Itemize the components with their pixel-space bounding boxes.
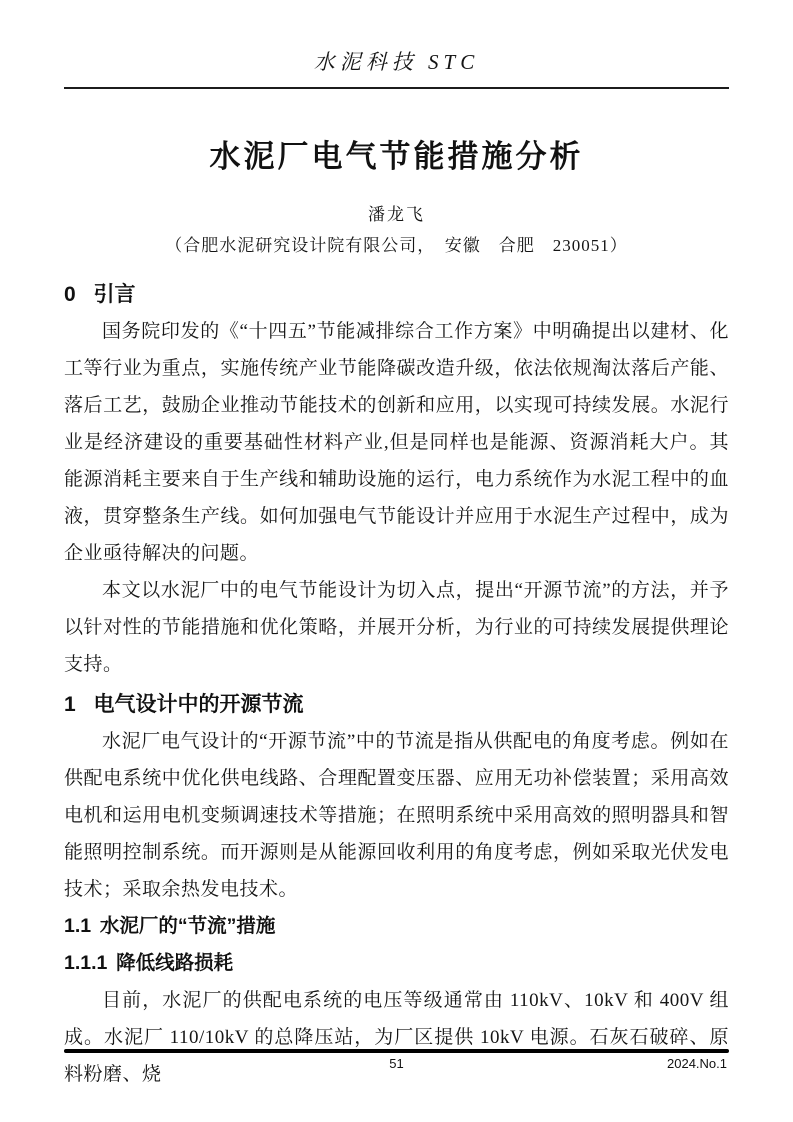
section-title: 电气设计中的开源节流 — [93, 693, 304, 716]
paragraph: 目前，水泥厂的供配电系统的电压等级通常由 110kV、10kV 和 400V 组成。水泥厂 110/10kV 的总降压站，为厂区提供 10kV 电源。石灰石破碎、原料粉磨、烧 — [64, 990, 729, 1085]
article-body — [64, 276, 729, 1093]
section-heading-introduction — [64, 276, 729, 313]
paragraph: 水泥厂电气设计的“开源节流”中的节流是指从供配电的角度考虑。例如在供配电系统中优化供电线路、合理配置变压器、应用无功补偿装置；采用高效电机和运用电机变频调速技术等措施；在照明系统中采用高效的照明器具和智能照明控制系统。而开源则是从能源回收利用的角度考虑，例如采取光伏发电技术；采取余热发电技术。 — [64, 731, 729, 900]
section-title: 引言 — [93, 283, 136, 306]
subsection-heading-reduce-line-loss — [64, 945, 729, 982]
paragraph: 国务院印发的《“十四五”节能减排综合工作方案》中明确提出以建材、化工等行业为重点，实施传统产业节能降碳改造升级，依法依规淘汰落后产能、落后工艺，鼓励企业推动节能技术的创新和应用，以实现可持续发展。水泥行业是经济建设的重要基础性材料产业,但是同样也是能源、资源消耗大户。其能源消耗主要来自于生产线和辅助设施的运行，电力系统作为水泥工程中的血液，贯穿整条生产线。如何加强电气节能设计并应用于水泥生产过程中，成为企业亟待解决的问题。 — [64, 321, 729, 564]
section-number: 1.1.1 — [64, 952, 108, 974]
article-affiliation: （合肥水泥研究设计院有限公司， 安徽 合肥 230051） — [165, 236, 628, 255]
page-footer — [64, 1049, 729, 1071]
article-author: 潘龙飞 — [368, 205, 425, 224]
subsection-heading-throttling-measures — [64, 908, 729, 945]
section-number: 1 — [64, 693, 76, 716]
paragraph: 本文以水泥厂中的电气节能设计为切入点，提出“开源节流”的方法，并予以针对性的节能措施和优化策略，并展开分析，为行业的可持续发展提供理论支持。 — [64, 580, 729, 675]
issue-label: 2024.No.1 — [667, 1056, 727, 1071]
section-title: 水泥厂的“节流”措施 — [99, 915, 276, 937]
section-heading-open-source-throttling — [64, 686, 729, 723]
journal-header — [64, 0, 729, 89]
footer-rule — [64, 1049, 729, 1053]
section-number: 1.1 — [64, 915, 92, 937]
section-number: 0 — [64, 283, 76, 306]
journal-title: 水泥科技 STC — [313, 50, 480, 74]
article-title: 水泥厂电气节能措施分析 — [209, 139, 584, 174]
footer-row — [64, 1056, 729, 1071]
section-title: 降低线路损耗 — [116, 952, 234, 974]
page-number: 51 — [389, 1056, 404, 1071]
